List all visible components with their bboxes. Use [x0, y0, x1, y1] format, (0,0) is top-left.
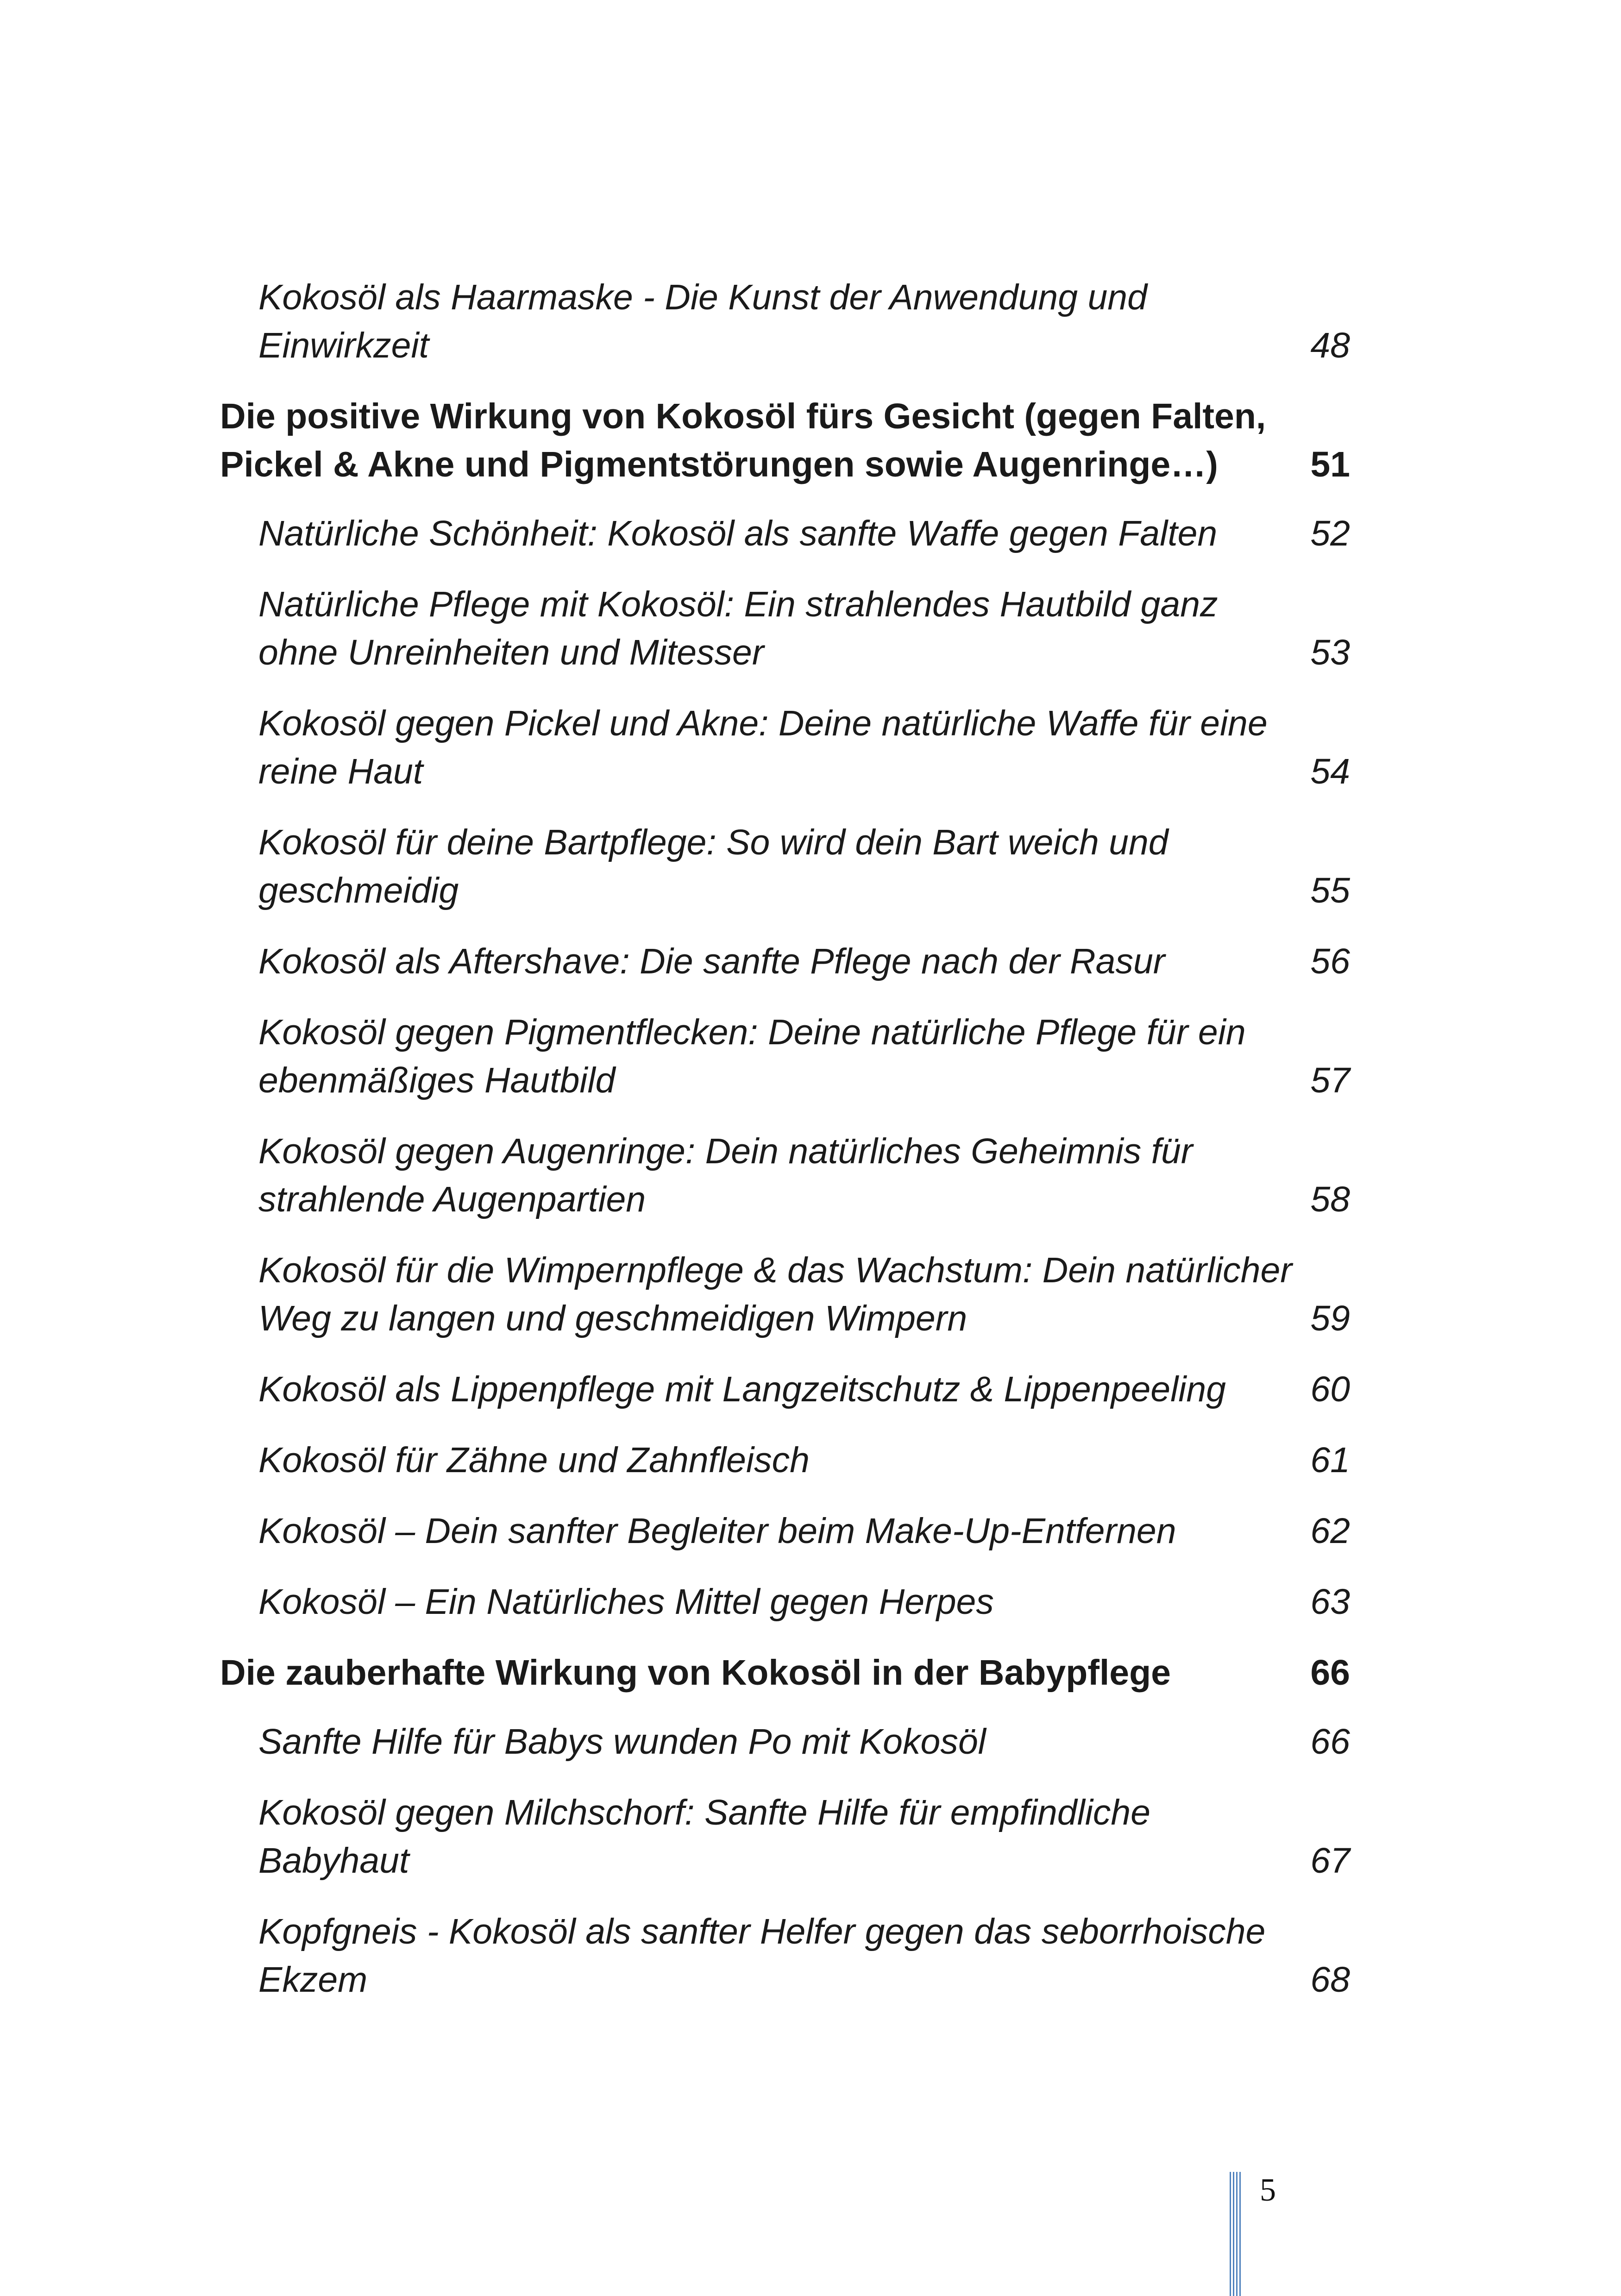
toc-entry-title: Natürliche Schönheit: Kokosöl als sanfte Waffe gegen Falten — [258, 514, 1218, 553]
toc-entry-title: Die positive Wirkung von Kokosöl fürs Gesicht (gegen Falten, Pickel & Akne und Pigmentstörungen sowie Augenringe…) — [220, 396, 1266, 484]
toc-entry-title: Kokosöl gegen Milchschorf: Sanfte Hilfe für empfindliche Babyhaut — [258, 1793, 1150, 1881]
toc-entry-page: 55 — [1310, 871, 1350, 910]
toc-entry-title: Kokosöl – Dein sanfter Begleiter beim Make-Up-Entfernen — [258, 1511, 1176, 1551]
toc-entry-page: 68 — [1310, 1960, 1350, 2000]
toc-section-entry[interactable] — [258, 1008, 1350, 1104]
toc-entry-title: Kokosöl gegen Pigmentflecken: Deine natürliche Pflege für ein ebenmäßiges Hautbild — [258, 1012, 1246, 1100]
toc-section-entry[interactable] — [258, 580, 1350, 677]
toc-entry-page: 60 — [1310, 1369, 1350, 1409]
toc-section-entry[interactable] — [258, 509, 1350, 558]
toc-entry-title: Natürliche Pflege mit Kokosöl: Ein strahlendes Hautbild ganz ohne Unreinheiten und Mitesser — [258, 584, 1218, 672]
toc-entry-page: 53 — [1310, 633, 1350, 672]
toc-chapter-entry[interactable] — [220, 1649, 1350, 1697]
toc-section-entry[interactable] — [258, 1907, 1350, 2004]
toc-entry-title: Kokosöl für Zähne und Zahnfleisch — [258, 1440, 810, 1480]
toc-section-entry[interactable] — [258, 1127, 1350, 1223]
toc-section-entry[interactable] — [258, 1436, 1350, 1484]
toc-entry-page: 51 — [1310, 445, 1350, 484]
toc-entry-title: Kokosöl gegen Augenringe: Dein natürliches Geheimnis für strahlende Augenpartien — [258, 1131, 1193, 1219]
toc-entry-title: Kopfgneis - Kokosöl als sanfter Helfer gegen das seborrhoische Ekzem — [258, 1912, 1266, 2000]
toc-entry-title: Kokosöl für deine Bartpflege: So wird dein Bart weich und geschmeidig — [258, 822, 1169, 910]
toc-entry-page: 52 — [1310, 514, 1350, 553]
toc-entry-page: 54 — [1310, 752, 1350, 791]
toc-entry-title: Kokosöl – Ein Natürliches Mittel gegen Herpes — [258, 1582, 994, 1622]
toc-entry-title: Sanfte Hilfe für Babys wunden Po mit Kokosöl — [258, 1722, 986, 1762]
page-number: 5 — [1260, 2172, 1276, 2208]
toc-section-entry[interactable] — [258, 273, 1350, 370]
toc-entry-title: Kokosöl als Haarmaske - Die Kunst der Anwendung und Einwirkzeit — [258, 277, 1147, 365]
toc-section-entry[interactable] — [258, 1365, 1350, 1413]
toc-entry-page: 61 — [1310, 1440, 1350, 1480]
toc-entry-title: Kokosöl für die Wimpernpflege & das Wachstum: Dein natürlicher Weg zu langen und geschmeidigen Wimpern — [258, 1250, 1292, 1338]
toc-entry-page: 67 — [1310, 1841, 1350, 1881]
toc-entry-title: Kokosöl gegen Pickel und Akne: Deine natürliche Waffe für eine reine Haut — [258, 703, 1268, 791]
toc-section-entry[interactable] — [258, 1246, 1350, 1342]
toc-entry-page: 62 — [1310, 1511, 1350, 1551]
toc-entry-page: 66 — [1310, 1653, 1350, 1693]
toc-entry-title: Kokosöl als Lippenpflege mit Langzeitschutz & Lippenpeeling — [258, 1369, 1226, 1409]
toc-chapter-entry[interactable] — [220, 392, 1350, 489]
toc-section-entry[interactable] — [258, 1788, 1350, 1885]
toc-entry-page: 57 — [1310, 1060, 1350, 1100]
toc-entry-page: 66 — [1310, 1722, 1350, 1762]
table-of-contents — [220, 273, 1350, 2026]
toc-entry-page: 56 — [1310, 941, 1350, 981]
toc-section-entry[interactable] — [258, 699, 1350, 796]
toc-section-entry[interactable] — [258, 1507, 1350, 1555]
footer-rule — [1230, 2172, 1241, 2296]
toc-entry-title: Die zauberhafte Wirkung von Kokosöl in der Babypflege — [220, 1653, 1171, 1693]
toc-entry-page: 63 — [1310, 1582, 1350, 1622]
toc-section-entry[interactable] — [258, 1578, 1350, 1626]
toc-entry-page: 48 — [1310, 326, 1350, 365]
toc-entry-title: Kokosöl als Aftershave: Die sanfte Pflege nach der Rasur — [258, 941, 1165, 981]
toc-entry-page: 59 — [1310, 1299, 1350, 1338]
toc-entry-page: 58 — [1310, 1179, 1350, 1219]
toc-section-entry[interactable] — [258, 937, 1350, 985]
toc-section-entry[interactable] — [258, 1718, 1350, 1766]
toc-section-entry[interactable] — [258, 818, 1350, 915]
